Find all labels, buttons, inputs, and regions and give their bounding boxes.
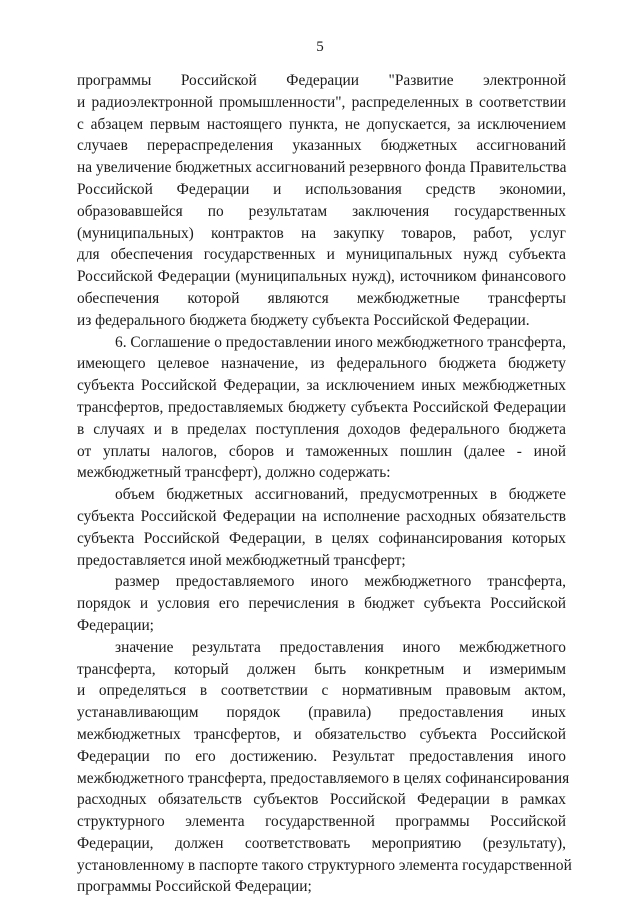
text-line: (муниципальных) контрактов на закупку товаров, работ, услуг xyxy=(77,224,566,242)
text-line: случаев перераспределения указанных бюджетных ассигнований xyxy=(77,137,566,155)
text-line: трансферта, который должен быть конкретным и измеримым xyxy=(77,660,566,678)
text-line: из федерального бюджета бюджету субъекта Российской Федерации. xyxy=(77,311,530,329)
text-line: для обеспечения государственных и муниципальных нужд субъекта xyxy=(77,246,566,264)
text-line: межбюджетных трансфертов, и обязательство субъекта Российской xyxy=(77,725,566,743)
text-line: предоставляется иной межбюджетный трансферт; xyxy=(77,551,406,569)
paragraph-transfer-size xyxy=(77,571,566,636)
text-line: порядок и условия его перечисления в бюджет субъекта Российской xyxy=(77,595,566,613)
text-line: субъекта Российской Федерации, в целях софинансирования которых xyxy=(77,529,566,547)
text-line: и радиоэлектронной промышленности", распределенных в соответствии xyxy=(77,93,566,111)
text-line: межбюджетный трансферт), должно содержать: xyxy=(77,464,391,482)
text-line: Российской Федерации (муниципальных нужд), источником финансового xyxy=(77,268,566,286)
text-line: расходных обязательств субъектов Российской Федерации в рамках xyxy=(77,791,566,809)
text-line: межбюджетного трансферта, предоставляемого в целях софинансирования xyxy=(77,769,570,787)
text-line: объем бюджетных ассигнований, предусмотренных в бюджете xyxy=(115,486,566,504)
document-body xyxy=(77,70,572,898)
text-line: Федерации по его достижению. Результат предоставления иного xyxy=(77,747,566,765)
text-line: на увеличение бюджетных ассигнований резервного фонда Правительства xyxy=(77,159,567,177)
text-line: в случаях и в пределах поступления доходов федерального бюджета xyxy=(77,420,566,438)
text-line: Федерации, должен соответствовать мероприятию (результату), xyxy=(77,834,566,852)
text-line: размер предоставляемого иного межбюджетного трансферта, xyxy=(115,573,566,591)
text-line: структурного элемента государственной программы Российской xyxy=(77,813,566,831)
paragraph-item-6 xyxy=(77,332,566,485)
text-line: имеющего целевое назначение, из федерального бюджета бюджету xyxy=(77,355,566,373)
page-number: 5 xyxy=(316,39,324,55)
text-line: Российской Федерации и использования средств экономии, xyxy=(77,180,566,198)
text-line: и определяться в соответствии с нормативным правовым актом, xyxy=(77,682,566,700)
text-line: субъекта Российской Федерации на исполнение расходных обязательств xyxy=(77,507,566,525)
text-line: Федерации; xyxy=(77,616,154,634)
text-line: программы Российской Федерации; xyxy=(77,878,312,896)
text-line: значение результата предоставления иного межбюджетного xyxy=(115,638,566,656)
text-line: субъекта Российской Федерации, за исключением иных межбюджетных xyxy=(77,377,566,395)
text-line: образовавшейся по результатам заключения государственных xyxy=(77,202,566,220)
text-line: программы Российской Федерации "Развитие электронной xyxy=(77,72,566,89)
paragraph-budget-volume xyxy=(77,484,566,571)
text-line: с абзацем первым настоящего пункта, не допускается, за исключением xyxy=(77,115,566,133)
text-line: устанавливающим порядок (правила) предоставления иных xyxy=(77,704,566,722)
paragraph-continuation xyxy=(77,70,566,332)
paragraph-result-value xyxy=(77,637,572,899)
text-line: от уплаты налогов, сборов и таможенных пошлин (далее - иной xyxy=(77,442,566,460)
text-line: 6. Соглашение о предоставлении иного межбюджетного трансферта, xyxy=(115,333,566,351)
text-line: обеспечения которой являются межбюджетные трансферты xyxy=(77,289,566,307)
text-line: установленному в паспорте такого структурного элемента государственной xyxy=(77,856,572,874)
text-line: трансфертов, предоставляемых бюджету субъекта Российской Федерации xyxy=(77,398,566,416)
